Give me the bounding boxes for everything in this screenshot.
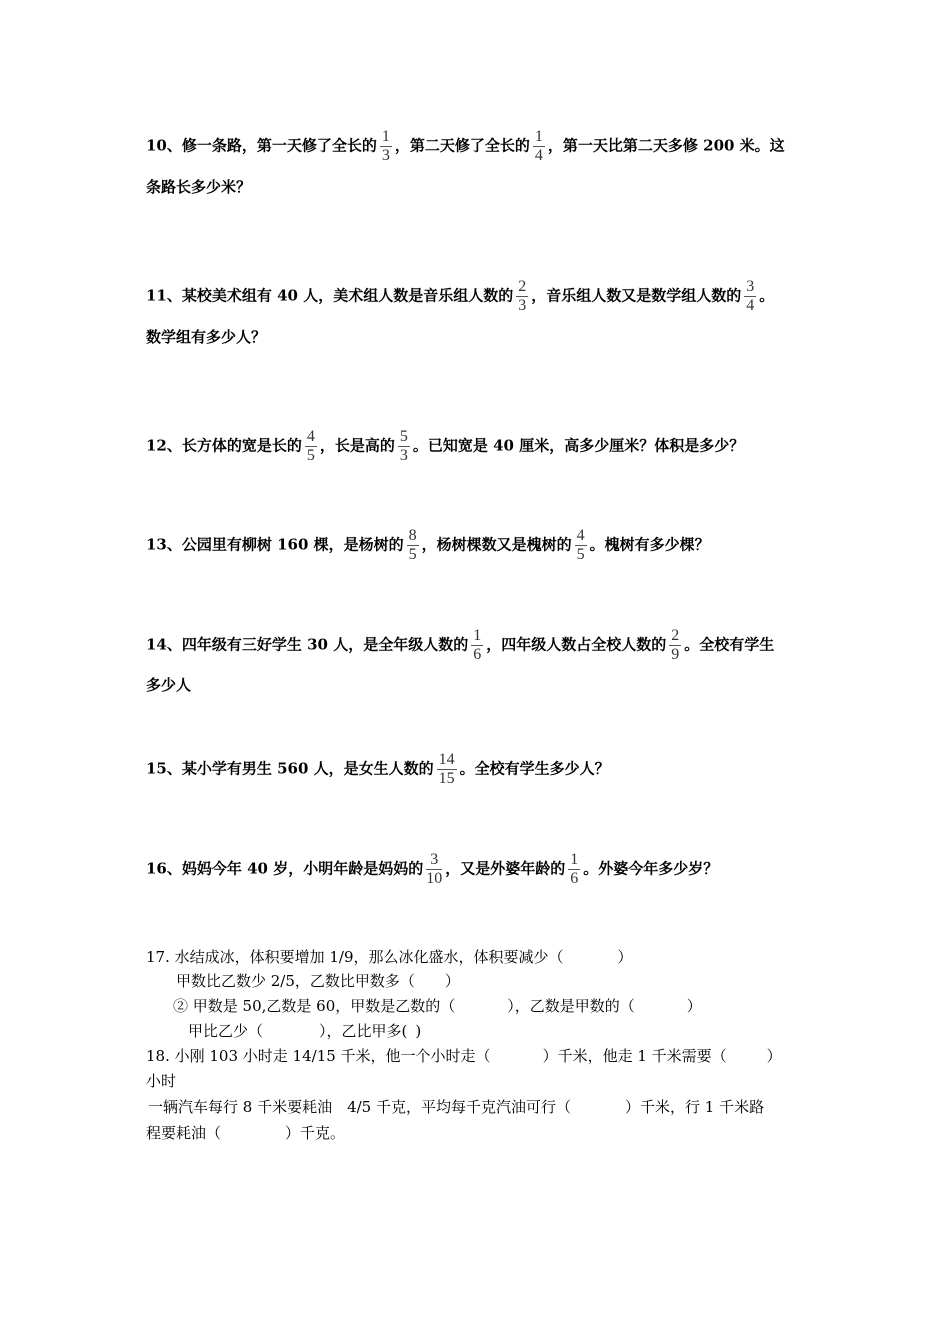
fraction: $\frac{4}{5}$ xyxy=(576,527,585,563)
question-11-line2: 数学组有多少人？ xyxy=(146,328,267,346)
question-17-line4: 甲比乙少（ ），乙比甲多( ) xyxy=(188,1022,422,1040)
fraction: $\frac{3}{10}$ xyxy=(426,851,443,887)
fraction: $\frac{2}{9}$ xyxy=(671,627,680,663)
question-17-line1: 17. 水结成冰，体积要增加 1/9，那么冰化盛水，体积要减少（ ） xyxy=(146,948,633,966)
fraction: $\frac{8}{5}$ xyxy=(408,527,417,563)
fraction: $\frac{4}{5}$ xyxy=(306,428,315,464)
fraction: $\frac{3}{4}$ xyxy=(746,278,755,314)
question-14: 14、四年级有三好学生 30 人，是全年级人数的 $\frac{1}{6}$ ，四年级人数占全校人数的 $\frac{2}{9}$ 。全校有学生 xyxy=(146,627,775,663)
fraction: $\frac{1}{3}$ xyxy=(381,128,390,164)
question-16: 16、妈妈今年 40 岁，小明年龄是妈妈的 $\frac{3}{10}$ ，又是外婆年龄的 $\frac{1}{6}$ 。外婆今年多少岁？ xyxy=(146,851,719,887)
question-13: 13、公园里有柳树 160 棵，是杨树的 $\frac{8}{5}$ ，杨树棵数又是槐树的 $\frac{4}{5}$ 。槐树有多少棵？ xyxy=(146,527,710,563)
question-18-line4: 程要耗油（ ）千克。 xyxy=(146,1124,346,1142)
question-18-line1: 18. 小刚 103 小时走 14/15 千米，他一个小时走（ ）千米，他走 1 千米需要（ ） xyxy=(146,1047,782,1065)
question-15: 15、某小学有男生 560 人，是女生人数的 $\frac{14}{15}$ 。全校有学生多少人？ xyxy=(146,751,610,787)
fraction: $\frac{1}{6}$ xyxy=(570,851,579,887)
question-12: 12、长方体的宽是长的 $\frac{4}{5}$ ，长是高的 $\frac{5}{3}$ 。已知宽是 40 厘米，高多少厘米？体积是多少？ xyxy=(146,428,745,464)
fraction: $\frac{5}{3}$ xyxy=(399,428,408,464)
question-17-line2: 甲数比乙数少 2/5，乙数比甲数多（ ） xyxy=(176,972,460,990)
question-18-line3: 一辆汽车每行 8 千米要耗油 4/5 千克，平均每千克汽油可行（ ）千米，行 1 千米路 xyxy=(148,1098,765,1116)
fraction: $\frac{2}{3}$ xyxy=(518,278,527,314)
question-10: 10、修一条路，第一天修了全长的 $\frac{1}{3}$ ，第二天修了全长的 $\frac{1}{4}$ ，第一天比第二天多修 200 米。这 xyxy=(146,128,785,164)
fraction: $\frac{1}{6}$ xyxy=(473,627,482,663)
fraction: $\frac{1}{4}$ xyxy=(534,128,543,164)
question-11: 11、某校美术组有 40 人，美术组人数是音乐组人数的 $\frac{2}{3}$ ，音乐组人数又是数学组人数的 $\frac{3}{4}$ 。 xyxy=(146,278,775,314)
question-10-line2: 条路长多少米？ xyxy=(146,178,252,196)
question-14-line2: 多少人 xyxy=(146,676,192,694)
question-18-line2: 小时 xyxy=(146,1072,177,1090)
fraction: $\frac{14}{15}$ xyxy=(438,751,455,787)
question-17-line3: ② 甲数是 50,乙数是 60，甲数是乙数的（ ），乙数是甲数的（ ） xyxy=(173,997,702,1015)
